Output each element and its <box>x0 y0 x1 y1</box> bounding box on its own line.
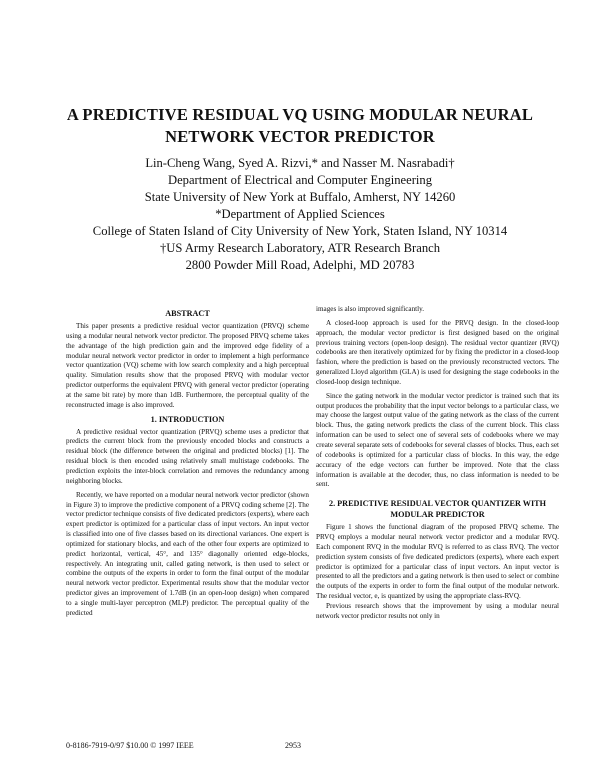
title-line: NETWORK VECTOR PREDICTOR <box>165 127 435 146</box>
intro-heading: 1. INTRODUCTION <box>150 414 225 424</box>
affiliation-line: 2800 Powder Mill Road, Adelphi, MD 20783 <box>185 258 415 272</box>
paper-title <box>40 104 560 148</box>
section-2-paragraph-1: Figure 1 shows the functional diagram of the proposed PRVQ scheme. The PRVQ employs a modular neural network vector predictor and a modular RVQ. Each component RVQ in the modular RVQ is referred to as class RVQ. The vector prediction system consists of five dedicated predictors (experts), where each expert predictor is optimized for a particular class of input vectors. An input vector is presented to all the predictors and a gating network is then used to select or combine the outputs of the experts in order to form the final output of the modular network. The residual vector, e, is quantized by using the appropriate class-RVQ. <box>316 523 559 601</box>
affiliation-line: College of Staten Island of City University of New York, Staten Island, NY 10314 <box>92 224 508 238</box>
title-line: A PREDICTIVE RESIDUAL VQ USING MODULAR NEURAL <box>66 105 534 124</box>
intro-paragraph-2: Recently, we have reported on a modular neural network vector predictor (shown in Figure 3) to improve the predictive component of a PRVQ coding scheme [2]. The vector predictor technique consists of five dedicated predictors (experts), where each expert predictor is optimized for a particular class of input vectors. An input vector is classified into one of five classes based on its directional variances. One expert is optimized for stationary blocks, and each of the other four experts are optimized to predict horizontal, vertical, 45°, and 135° diagonally oriented edge-blocks, respectively. An integrating unit, called gating network, is then used to select or combine the outputs of the experts in order to form the final output of the modular neural network vector predictor. Experimental results show that the modular vector predictor gives an improvement of 1.7dB (in an open-loop design) when compared to a single multi-layer perceptron (MLP) predictor. The perceptual quality of the predicted <box>66 490 310 617</box>
section-2-paragraph-2: Previous research shows that the improvement by using a modular neural network vector predictor results not only in <box>316 601 559 620</box>
abstract-text: This paper presents a predictive residual vector quantization (PRVQ) scheme using a modular neural network vector predictor. The proposed PRVQ scheme takes the advantage of the high prediction gain and the improved edge fidelity of a modular neural network vector predictor in order to implement a high performance vector quantization (VQ) scheme with low search complexity and a high perceptual quality. Simulation results show that the proposed PRVQ with modular vector predictor outperforms the equivalent PRVQ with general vector predictor (operating at the same bit rate) by more than 1dB. Furthermore, the perceptual quality of the reconstructed image is also improved. <box>66 322 309 409</box>
intro-paragraph-1: A predictive residual vector quantization (PRVQ) scheme uses a predictor that predicts the current block from the previously encoded blocks and constructs a residual block (the difference between the original and predicted blocks) [1]. The residual block is then encoded using relatively small multistage codebooks. The prediction exploits the inter-block correlation and removes the redundancy among neighboring blocks. <box>66 427 309 485</box>
section-2-heading: 2. PREDICTIVE RESIDUAL VECTOR QUANTIZER WITH MODULAR PREDICTOR <box>328 499 547 520</box>
paragraph-continued: images is also improved significantly. <box>316 305 425 313</box>
authors: Lin-Cheng Wang, Syed A. Rizvi,* and Nasser M. Nasrabadi† <box>145 156 455 170</box>
author-block <box>20 155 580 274</box>
abstract-heading: ABSTRACT <box>165 309 210 318</box>
affiliation-line: State University of New York at Buffalo, Amherst, NY 14260 <box>144 190 456 204</box>
affiliation-line: *Department of Applied Sciences <box>215 207 385 221</box>
left-column <box>66 305 309 619</box>
closed-loop-paragraph: A closed-loop approach is used for the PRVQ design. In the closed-loop approach, the modular vector predictor is first designed based on the original previous training vectors (open-loop design). The residual vector quantizer (RVQ) codebooks are then iteratively optimized for by fixing the predictor in a closed-loop fashion, where the prediction is based on the previously reconstructed vectors. The generalized Lloyd algorithm (GLA) is used for designing the stage codebooks in the closed-loop design technique. <box>316 318 559 386</box>
page-number: 2953 <box>285 741 301 750</box>
gating-paragraph: Since the gating network in the modular vector predictor is trained such that its output produces the probability that the input vector belongs to a particular class, we may choose the largest output value of the gating network as the class of the current block. Thus, the gating network predicts the class of the current block. This class information can be used to select one of several sets of codebooks where we may create several separate sets of codebooks for several classes of blocks. Thus, each set of codebooks is optimized for a particular class of blocks. In this way, the edge accuracy of the edge vectors can further be improved. Note that the class information is available at the decoder, thus, no class information is needed to be sent. <box>316 391 559 489</box>
affiliation-line: Department of Electrical and Computer Engineering <box>167 173 433 187</box>
affiliation-line: †US Army Research Laboratory, ATR Research Branch <box>159 241 440 255</box>
copyright-line: 0-8186-7919-0/97 $10.00 © 1997 IEEE <box>66 741 194 750</box>
right-column <box>316 305 559 622</box>
